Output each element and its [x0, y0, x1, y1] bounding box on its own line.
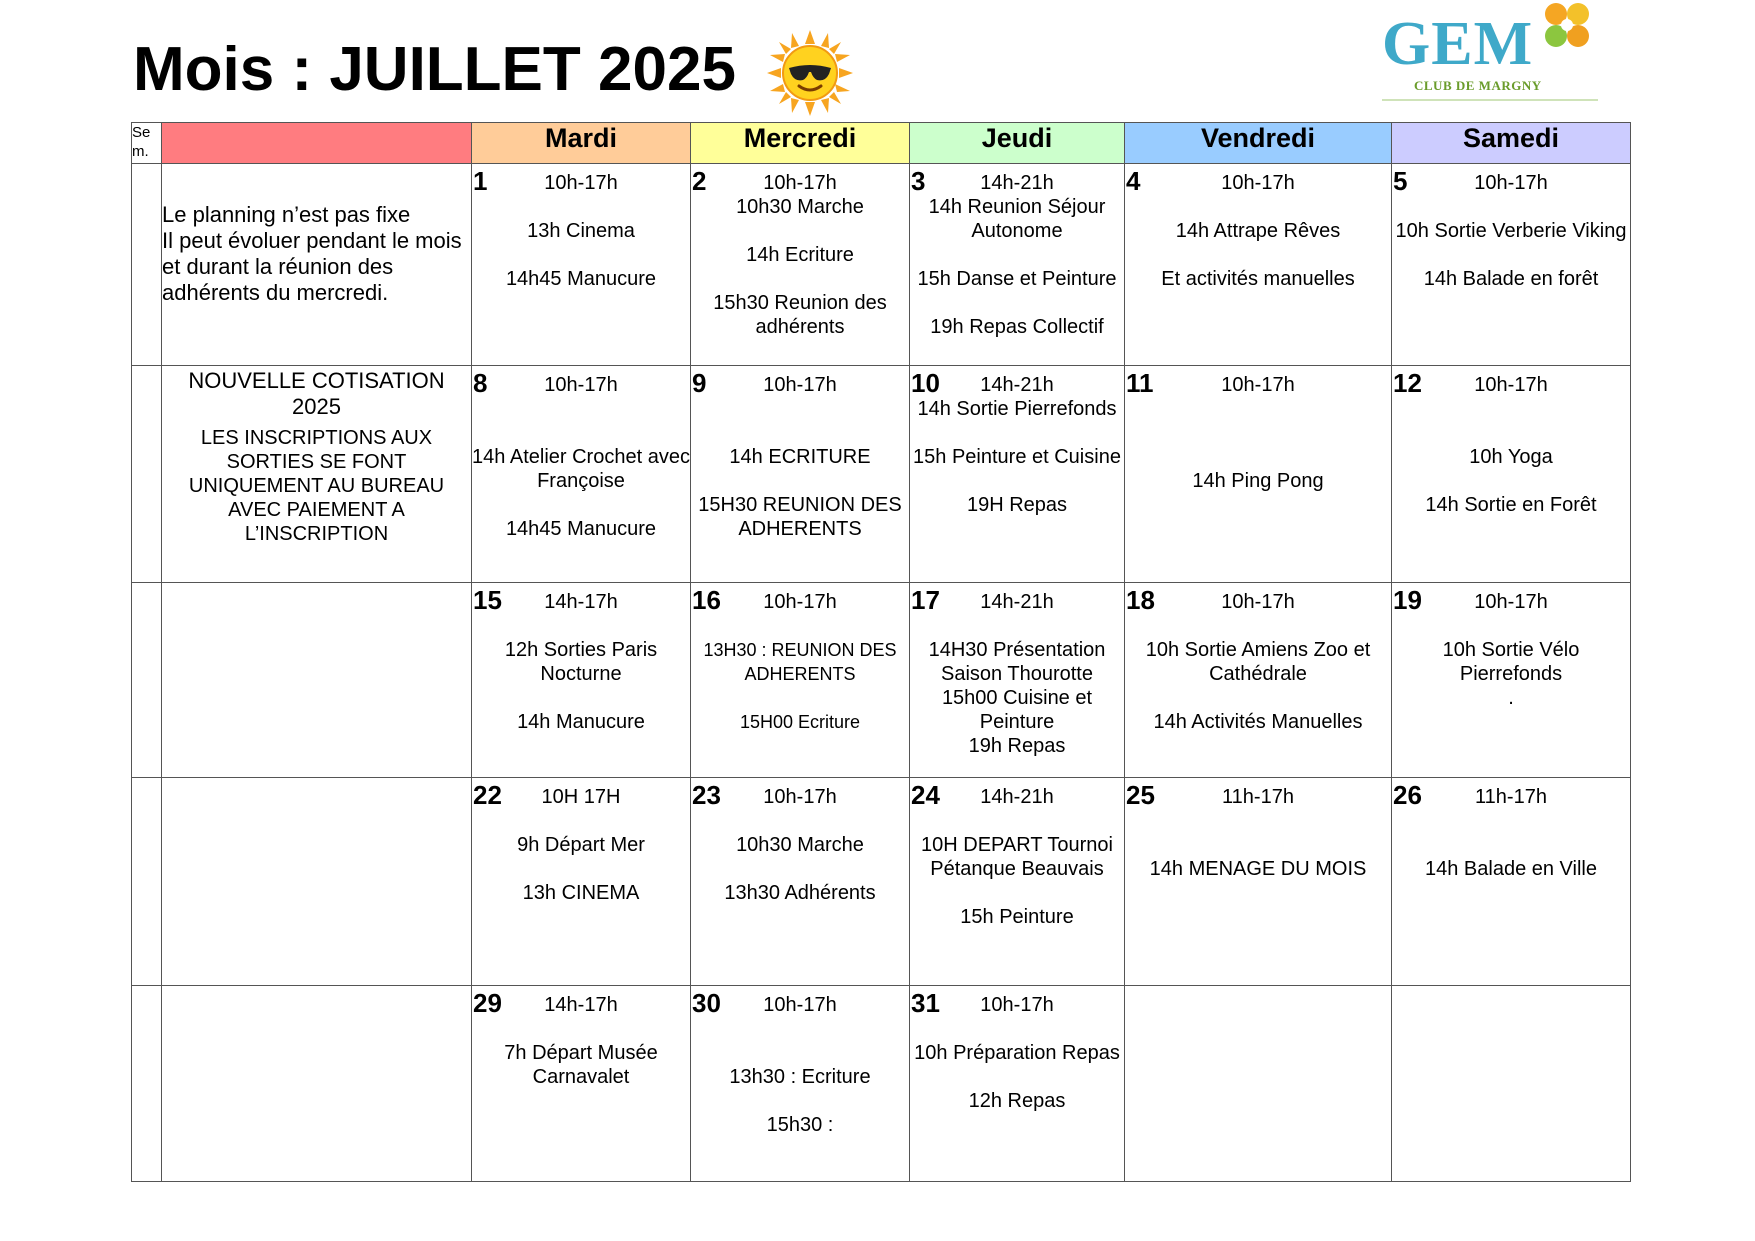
- activity-line: 14h Sortie Pierrefonds: [917, 398, 1117, 420]
- day-number: 3: [911, 166, 926, 196]
- activities-list: [1125, 614, 1391, 734]
- activity-line: [910, 469, 1124, 493]
- activity-line: 10h Yoga: [1469, 446, 1553, 468]
- day-header-mercredi: Mercredi: [691, 123, 910, 164]
- activity-line: 10H DEPART Tournoi Pétanque Beauvais: [921, 834, 1113, 880]
- activity-line: 14h Balade en forêt: [1423, 268, 1599, 290]
- activity-line: [691, 1089, 909, 1113]
- activities-list: [691, 1017, 909, 1137]
- activity-line: 19H Repas: [966, 494, 1068, 516]
- activity-line: [1125, 397, 1391, 421]
- activities-list: [1392, 397, 1630, 517]
- activity-line: 10h Préparation Repas: [914, 1042, 1120, 1064]
- notes-cell: [162, 366, 472, 583]
- day-number: 12: [1393, 368, 1422, 398]
- cotisation-note: NOUVELLE COTISATION 2025: [188, 368, 445, 419]
- day-cell: [910, 986, 1125, 1182]
- activity-line: [1392, 243, 1630, 267]
- day-cell: [910, 778, 1125, 986]
- day-cell: [1392, 583, 1631, 778]
- empty-day-cell: [1392, 986, 1631, 1182]
- sun-with-sunglasses-icon: [767, 30, 853, 116]
- activity-line: 10h Sortie Vélo Pierrefonds: [1442, 639, 1580, 685]
- activity-line: 12h Sorties Paris Nocturne: [504, 639, 658, 685]
- activity-line: 15h30 :: [766, 1114, 834, 1136]
- opening-hours: 10h-17h: [763, 591, 837, 613]
- activity-line: [1125, 243, 1391, 267]
- day-cell: [472, 583, 691, 778]
- activity-line: 13h CINEMA: [522, 882, 640, 904]
- logo-word: GEM: [1382, 10, 1534, 78]
- activity-line: [691, 614, 909, 638]
- activity-line: [472, 493, 690, 517]
- activity-line: [910, 291, 1124, 315]
- activity-line: [910, 881, 1124, 905]
- activity-line: [1125, 614, 1391, 638]
- opening-hours: 10h-17h: [763, 994, 837, 1016]
- activity-line: [1125, 195, 1391, 219]
- activity-line: [472, 809, 690, 833]
- opening-hours: 14h-21h: [980, 172, 1054, 194]
- activity-line: [1392, 195, 1630, 219]
- activity-line: [472, 614, 690, 638]
- activity-line: 14h ECRITURE: [729, 446, 871, 468]
- activity-line: [691, 1017, 909, 1041]
- inscriptions-note: LES INSCRIPTIONS AUX SORTIES SE FONT UNIQUEMENT AU BUREAU AVEC PAIEMENT A L’INSCRIPTION: [188, 427, 445, 545]
- activity-line: [1392, 809, 1630, 833]
- week-row: [132, 986, 1631, 1182]
- opening-hours: 10h-17h: [763, 172, 837, 194]
- activity-line: 19h Repas Collectif: [930, 316, 1104, 338]
- opening-hours: 10h-17h: [1474, 172, 1548, 194]
- opening-hours: 10h-17h: [1474, 591, 1548, 613]
- day-cell: [910, 164, 1125, 366]
- logo-subtitle: CLUB DE MARGNY: [1414, 78, 1542, 93]
- gem-logo: [1376, 0, 1602, 106]
- week-column-header: Se m.: [132, 123, 162, 164]
- day-cell: [472, 986, 691, 1182]
- activity-line: 15h Peinture: [960, 906, 1074, 928]
- day-number: 31: [911, 988, 940, 1018]
- activity-line: 13H30 : REUNION DES ADHERENTS: [703, 640, 897, 684]
- activity-line: 10h30 Marche: [736, 196, 864, 218]
- activity-line: [1392, 614, 1630, 638]
- day-cell: [472, 366, 691, 583]
- activity-line: 14h Ecriture: [746, 244, 854, 266]
- notes-cell: [162, 583, 472, 778]
- activity-line: 15H00 Ecriture: [739, 712, 861, 732]
- opening-hours: 10h-17h: [544, 374, 618, 396]
- activity-line: [691, 219, 909, 243]
- activities-list: [910, 195, 1124, 339]
- day-number: 10: [911, 368, 940, 398]
- notes-cell: [162, 164, 472, 366]
- activities-list: [691, 614, 909, 734]
- activity-line: [1392, 469, 1630, 493]
- day-cell: [691, 986, 910, 1182]
- day-number: 26: [1393, 780, 1422, 810]
- day-number: 5: [1393, 166, 1408, 196]
- opening-hours: 11h-17h: [1222, 786, 1294, 808]
- day-cell: [691, 164, 910, 366]
- activities-list: [472, 397, 690, 541]
- clover-icon: [1536, 0, 1600, 52]
- activity-line: 10h Sortie Amiens Zoo et Cathédrale: [1145, 639, 1371, 685]
- day-number: 23: [692, 780, 721, 810]
- activity-line: 13h30 Adhérents: [724, 882, 876, 904]
- activity-line: 12h Repas: [968, 1090, 1066, 1112]
- week-row: [132, 583, 1631, 778]
- activity-line: 14h Attrape Rêves: [1175, 220, 1341, 242]
- activities-list: [691, 809, 909, 905]
- activities-list: [472, 1017, 690, 1089]
- activity-line: 15h30 Reunion des adhérents: [713, 292, 887, 338]
- opening-hours: 10h-17h: [1221, 374, 1295, 396]
- activities-list: [1125, 809, 1391, 881]
- opening-hours: 14h-21h: [980, 374, 1054, 396]
- activities-list: [910, 1017, 1124, 1113]
- activity-line: Et activités manuelles: [1161, 268, 1355, 290]
- notes-cell: [162, 778, 472, 986]
- day-number: 4: [1126, 166, 1141, 196]
- activities-list: [472, 809, 690, 905]
- week-row: [132, 164, 1631, 366]
- activity-line: [910, 243, 1124, 267]
- activity-line: [472, 397, 690, 421]
- activity-line: 14h Balade en Ville: [1425, 858, 1597, 880]
- logo-underline: [1382, 99, 1598, 101]
- activities-list: [472, 614, 690, 734]
- activity-line: 9h Départ Mer: [517, 834, 645, 856]
- activity-line: 14h Ping Pong: [1192, 470, 1324, 492]
- activity-line: [910, 421, 1124, 445]
- activity-line: [472, 686, 690, 710]
- activity-line: [691, 1041, 909, 1065]
- activities-list: [910, 809, 1124, 929]
- opening-hours: 10H 17H: [541, 786, 621, 808]
- activity-line: [910, 809, 1124, 833]
- activity-line: 15h Peinture et Cuisine: [913, 446, 1121, 468]
- day-number: 11: [1126, 368, 1154, 398]
- activities-list: [691, 195, 909, 339]
- activity-line: 10h30 Marche: [736, 834, 864, 856]
- day-number: 22: [473, 780, 502, 810]
- activities-list: [1392, 809, 1630, 881]
- activity-line: [472, 195, 690, 219]
- day-number: 1: [473, 166, 488, 196]
- activity-line: 15h00 Cuisine et Peinture: [941, 687, 1093, 733]
- activities-list: [910, 397, 1124, 517]
- activity-line: 14H30 Présentation Saison Thourotte: [928, 639, 1106, 685]
- week-number-cell: [132, 778, 162, 986]
- activity-line: 10h Sortie Verberie Viking: [1395, 220, 1627, 242]
- activity-line: [1125, 809, 1391, 833]
- day-cell: [1125, 778, 1392, 986]
- activity-line: [910, 1065, 1124, 1089]
- day-cell: [472, 164, 691, 366]
- opening-hours: 10h-17h: [763, 786, 837, 808]
- activity-line: 14h Reunion Séjour Autonome: [928, 196, 1106, 242]
- opening-hours: 10h-17h: [980, 994, 1054, 1016]
- activity-line: 14h Manucure: [517, 711, 645, 733]
- activity-line: [472, 243, 690, 267]
- day-cell: [910, 583, 1125, 778]
- activity-line: [691, 267, 909, 291]
- day-cell: [1392, 366, 1631, 583]
- activity-line: [691, 397, 909, 421]
- day-cell: [691, 778, 910, 986]
- day-header-samedi: Samedi: [1392, 123, 1631, 164]
- day-header-vendredi: Vendredi: [1125, 123, 1392, 164]
- week-number-cell: [132, 986, 162, 1182]
- day-number: 2: [692, 166, 707, 196]
- calendar-table: [131, 122, 1631, 1182]
- activities-list: [910, 614, 1124, 758]
- activity-line: [691, 469, 909, 493]
- activities-list: [472, 195, 690, 291]
- activity-line: [691, 686, 909, 710]
- activity-line: 14h45 Manucure: [505, 518, 657, 540]
- activity-line: 14h Atelier Crochet avec Françoise: [472, 446, 690, 492]
- activities-list: [691, 397, 909, 541]
- activity-line: [910, 1017, 1124, 1041]
- activities-list: [1125, 195, 1391, 291]
- day-header-jeudi: Jeudi: [910, 123, 1125, 164]
- activity-line: 14h45 Manucure: [505, 268, 657, 290]
- activity-line: [691, 809, 909, 833]
- day-cell: [1392, 164, 1631, 366]
- activity-line: 13h Cinema: [527, 220, 635, 242]
- activity-line: [1392, 421, 1630, 445]
- activity-line: 19h Repas: [968, 735, 1066, 757]
- activities-list: [1125, 397, 1391, 493]
- activity-line: [472, 857, 690, 881]
- activity-line: 7h Départ Musée Carnavalet: [504, 1042, 658, 1088]
- opening-hours: 14h-17h: [544, 591, 618, 613]
- day-cell: [910, 366, 1125, 583]
- day-cell: [1125, 366, 1392, 583]
- opening-hours: 14h-21h: [980, 591, 1054, 613]
- planning-note: Le planning n’est pas fixe Il peut évoluer pendant le mois et durant la réunion des adhérents du mercredi.: [162, 202, 462, 305]
- week-number-cell: [132, 164, 162, 366]
- activity-line: [472, 421, 690, 445]
- week-number-cell: [132, 366, 162, 583]
- day-cell: [472, 778, 691, 986]
- day-number: 9: [692, 368, 707, 398]
- day-cell: [1392, 778, 1631, 986]
- page-title: Mois : JUILLET 2025: [133, 35, 736, 104]
- activity-line: 14h MENAGE DU MOIS: [1149, 858, 1367, 880]
- day-number: 16: [692, 585, 721, 615]
- opening-hours: 11h-17h: [1475, 786, 1547, 808]
- opening-hours: 10h-17h: [544, 172, 618, 194]
- opening-hours: 10h-17h: [1221, 172, 1295, 194]
- activities-list: [1392, 195, 1630, 291]
- activity-line: [472, 1017, 690, 1041]
- day-number: 8: [473, 368, 488, 398]
- activity-line: 15H30 REUNION DES ADHERENTS: [698, 494, 902, 540]
- activity-line: [1125, 833, 1391, 857]
- notes-column-header: [162, 123, 472, 164]
- day-cell: [1125, 583, 1392, 778]
- day-number: 17: [911, 585, 940, 615]
- day-cell: [691, 583, 910, 778]
- activity-line: .: [1508, 687, 1514, 709]
- notes-cell: [162, 986, 472, 1182]
- opening-hours: 10h-17h: [1221, 591, 1295, 613]
- header-row: [132, 123, 1631, 164]
- activities-list: [1392, 614, 1630, 710]
- week-number-cell: [132, 583, 162, 778]
- day-header-mardi: Mardi: [472, 123, 691, 164]
- day-number: 19: [1393, 585, 1422, 615]
- activity-line: [910, 614, 1124, 638]
- activity-line: [1125, 686, 1391, 710]
- day-number: 24: [911, 780, 940, 810]
- activity-line: [1125, 445, 1391, 469]
- activity-line: [1392, 833, 1630, 857]
- activity-line: 15h Danse et Peinture: [917, 268, 1117, 290]
- day-number: 29: [473, 988, 502, 1018]
- activity-line: [691, 421, 909, 445]
- opening-hours: 14h-21h: [980, 786, 1054, 808]
- empty-day-cell: [1125, 986, 1392, 1182]
- activity-line: 13h30 : Ecriture: [729, 1066, 871, 1088]
- day-number: 15: [473, 585, 502, 615]
- activity-line: 14h Activités Manuelles: [1153, 711, 1363, 733]
- opening-hours: 10h-17h: [763, 374, 837, 396]
- activity-line: [691, 857, 909, 881]
- day-cell: [691, 366, 910, 583]
- week-row: [132, 778, 1631, 986]
- activity-line: 14h Sortie en Forêt: [1425, 494, 1597, 516]
- week-row: [132, 366, 1631, 583]
- activity-line: [1392, 397, 1630, 421]
- day-cell: [1125, 164, 1392, 366]
- day-number: 30: [692, 988, 721, 1018]
- activity-line: [1125, 421, 1391, 445]
- opening-hours: 10h-17h: [1474, 374, 1548, 396]
- day-number: 25: [1126, 780, 1155, 810]
- day-number: 18: [1126, 585, 1155, 615]
- opening-hours: 14h-17h: [544, 994, 618, 1016]
